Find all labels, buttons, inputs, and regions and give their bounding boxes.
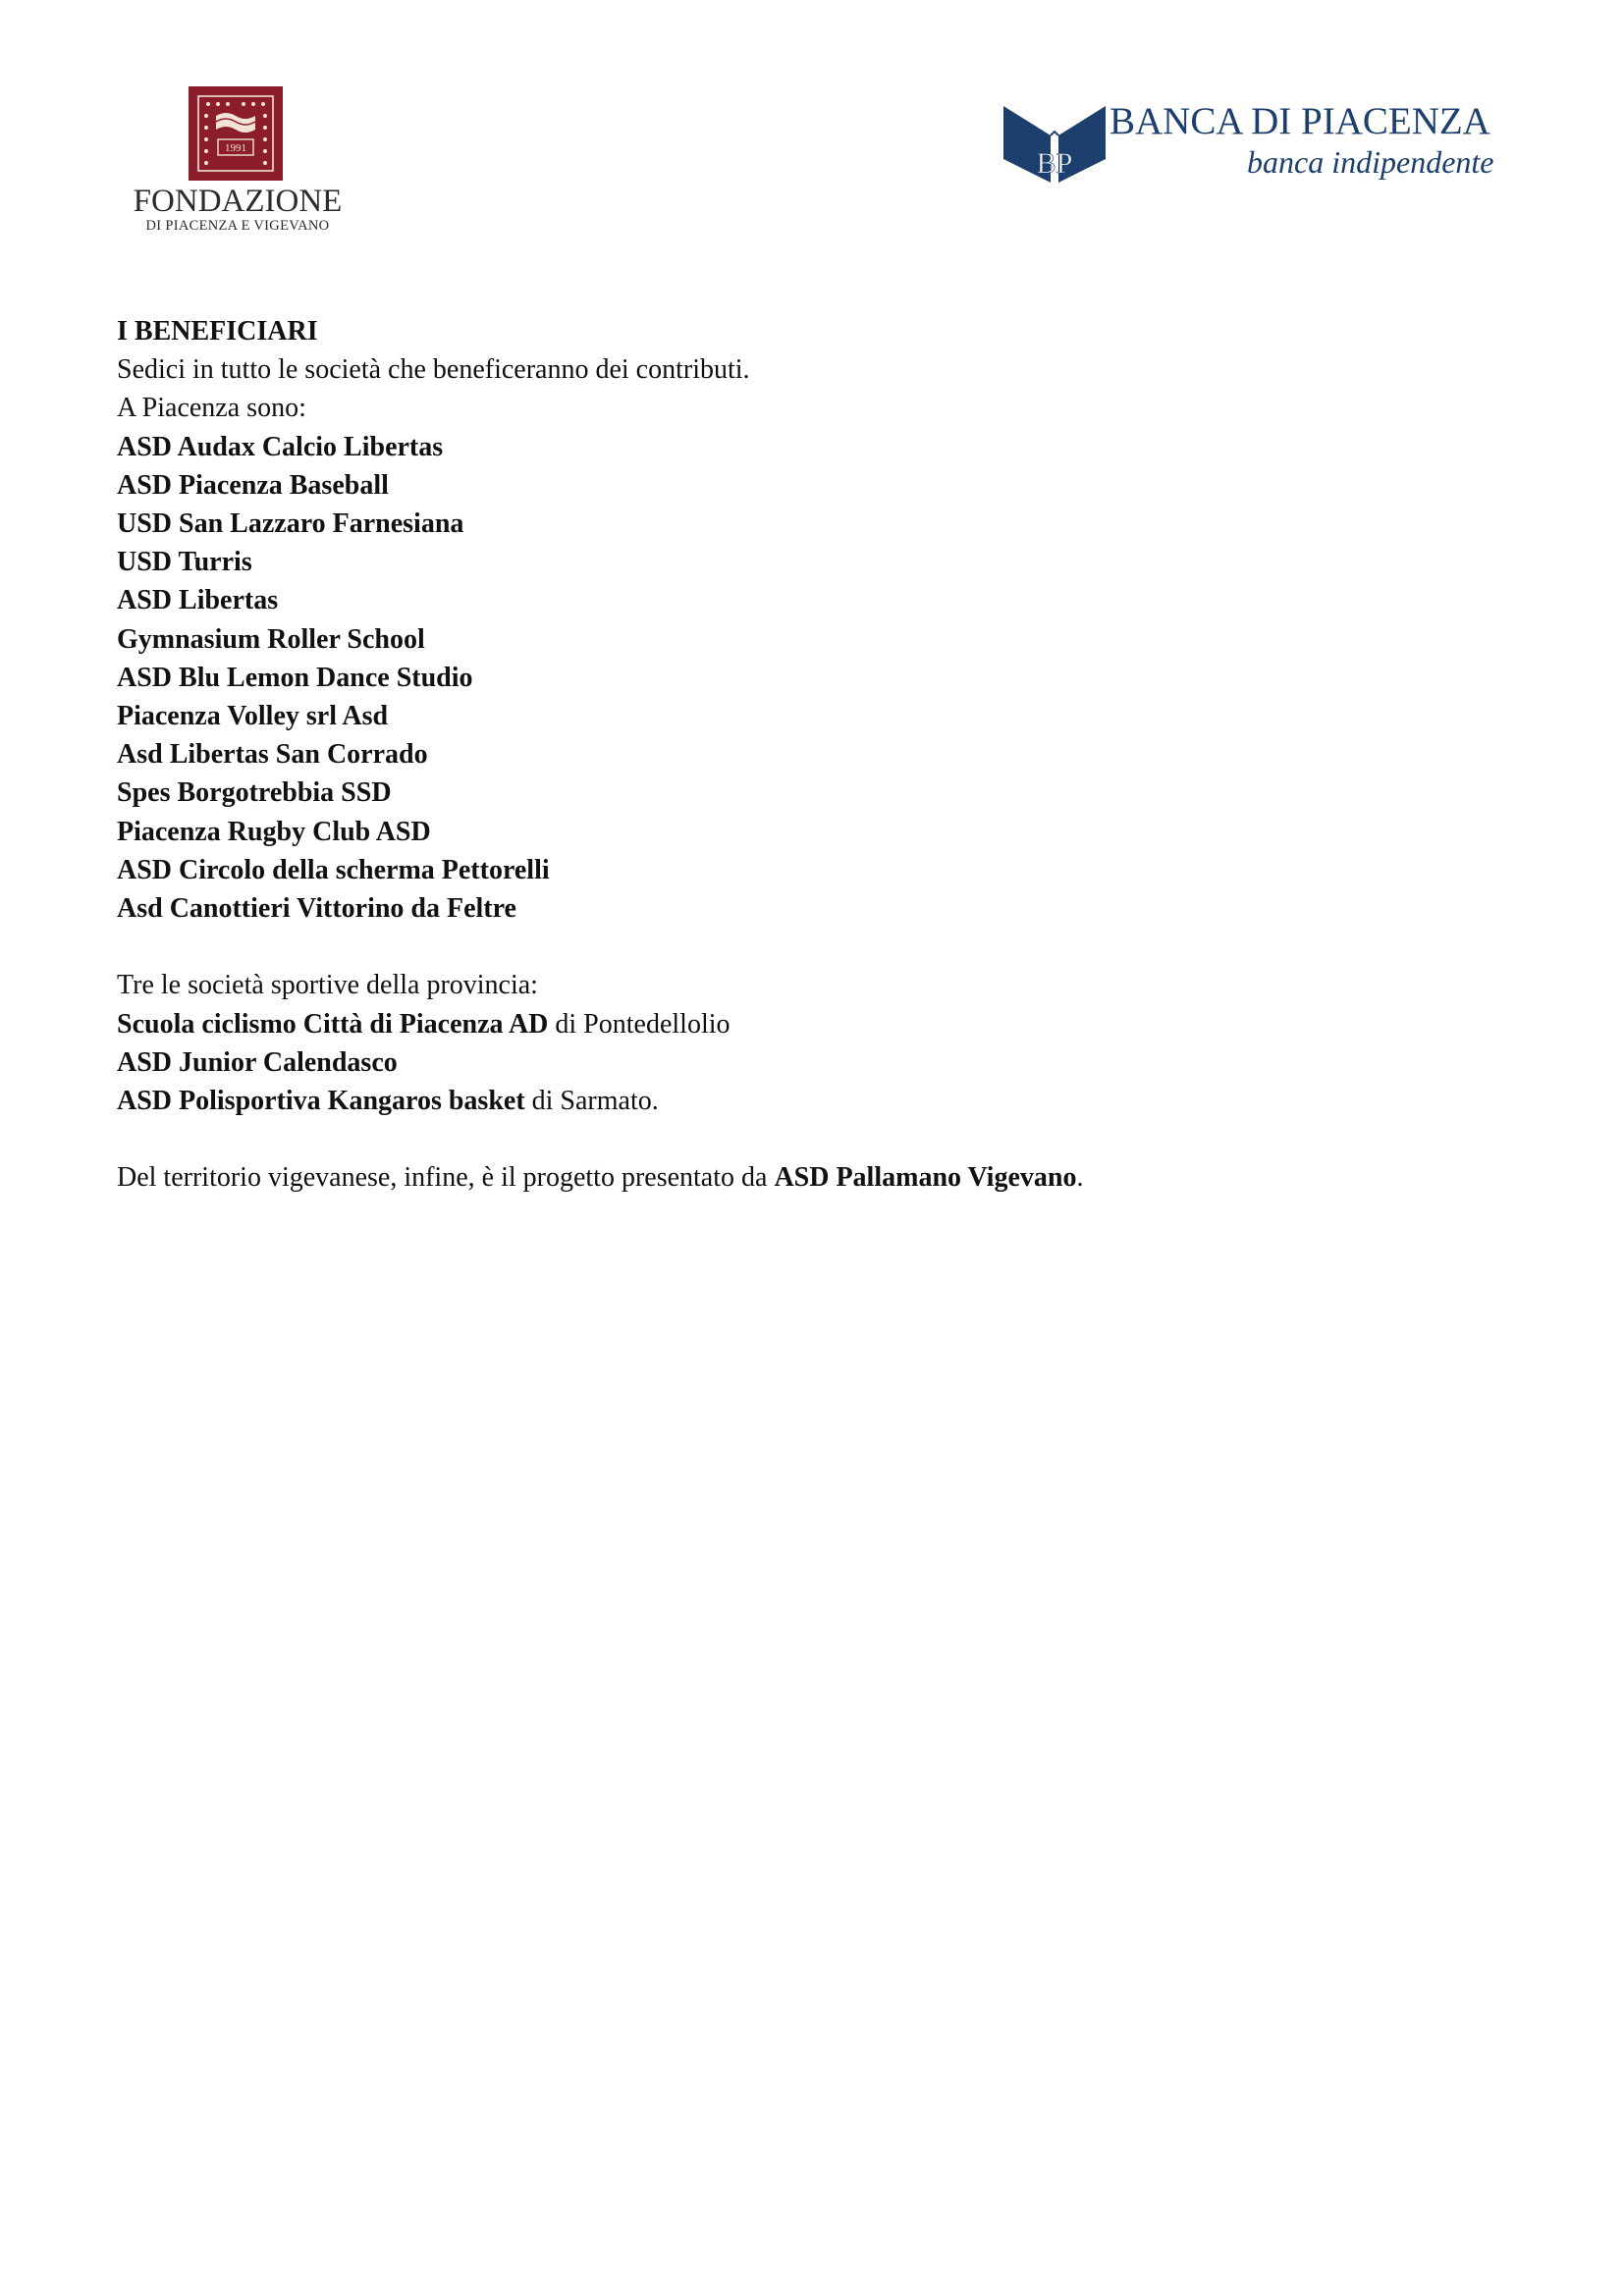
list-item: Asd Libertas San Corrado — [117, 739, 428, 771]
paragraph-gap — [117, 1120, 1511, 1158]
list-item — [117, 1043, 1511, 1082]
list-item: Asd Canottieri Vittorino da Feltre — [117, 893, 516, 925]
society-location: di Sarmato. — [524, 1086, 659, 1117]
list-item: Piacenza Volley srl Asd — [117, 701, 389, 732]
piacenza-intro: A Piacenza sono: — [117, 393, 306, 424]
fondazione-subtitle: DI PIACENZA E VIGEVANO — [145, 218, 330, 234]
document-body — [117, 312, 1511, 1198]
section-heading: I BENEFICIARI — [117, 316, 318, 347]
list-item: USD Turris — [117, 547, 252, 578]
list-item: USD San Lazzaro Farnesiana — [117, 508, 464, 540]
piacenza-beneficiaries-list — [117, 428, 1511, 929]
list-item: Piacenza Rugby Club ASD — [117, 816, 431, 847]
society-location: di Pontedellolio — [548, 1008, 731, 1040]
banca-mark-letters: BP — [1036, 147, 1073, 180]
list-item: Spes Borgotrebbia SSD — [117, 777, 392, 809]
list-item: ASD Libertas — [117, 585, 279, 616]
paragraph-gap — [117, 928, 1511, 966]
fondazione-emblem-year: 1991 — [225, 142, 246, 154]
society-name: ASD Junior Calendasco — [117, 1046, 398, 1078]
society-name: Scuola ciclismo Città di Piacenza AD — [117, 1008, 549, 1040]
banca-name: BANCA DI PIACENZA — [1110, 100, 1490, 142]
list-item: ASD Blu Lemon Dance Studio — [117, 662, 473, 693]
list-item — [117, 1082, 1511, 1120]
list-item: ASD Piacenza Baseball — [117, 469, 389, 501]
banca-bp-mark-icon — [1001, 102, 1108, 187]
vigevano-paragraph — [117, 1158, 1511, 1197]
vigevano-suffix: . — [1076, 1162, 1084, 1194]
vigevano-prefix: Del territorio vigevanese, infine, è il progetto presentato da — [117, 1162, 775, 1194]
list-item: ASD Audax Calcio Libertas — [117, 431, 444, 462]
fondazione-logo — [124, 86, 352, 236]
intro-text: Sedici in tutto le società che beneficeranno dei contributi. — [117, 354, 750, 386]
list-item: Gymnasium Roller School — [117, 623, 425, 655]
banca-logo — [1001, 98, 1512, 196]
list-item — [117, 1005, 1511, 1043]
society-name: ASD Pallamano Vigevano — [774, 1162, 1077, 1194]
list-item: ASD Circolo della scherma Pettorelli — [117, 854, 550, 885]
province-intro: Tre le società sportive della provincia: — [117, 970, 538, 1001]
fondazione-name: FONDAZIONE — [133, 184, 343, 219]
banca-tagline: banca indipendente — [1247, 144, 1494, 180]
society-name: ASD Polisportiva Kangaros basket — [117, 1086, 525, 1117]
province-beneficiaries-list — [117, 1005, 1511, 1121]
fondazione-emblem-icon — [189, 86, 283, 181]
